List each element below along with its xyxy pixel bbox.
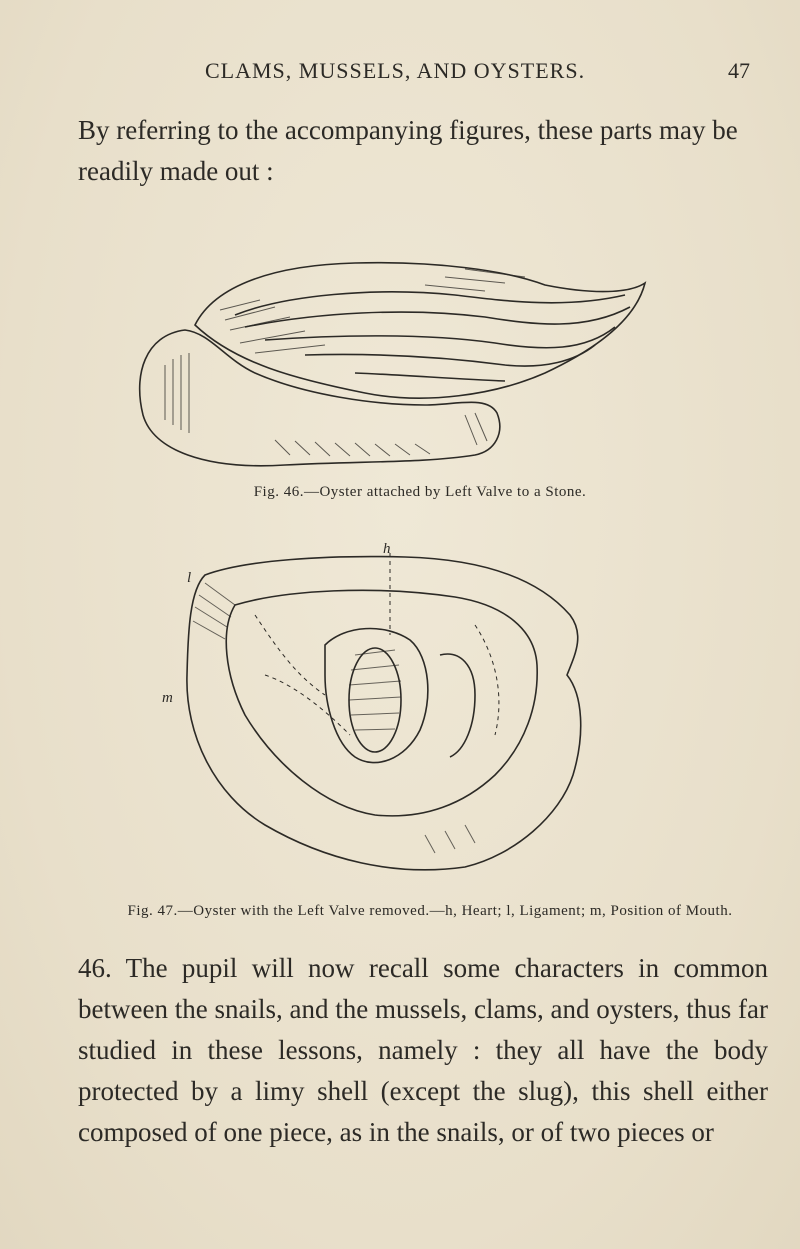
figure-46-oyster-on-stone — [125, 255, 665, 475]
running-title: CLAMS, MUSSELS, AND OYSTERS. — [205, 58, 586, 83]
figure-47-oyster-open — [175, 535, 615, 880]
figure-46-caption: Fig. 46.—Oyster attached by Left Valve to a Stone. — [253, 484, 587, 500]
figure-47-caption: Fig. 47.—Oyster with the Left Valve removed.—h, Heart; l, Ligament; m, Position of Mouth. — [127, 903, 733, 919]
page-header — [180, 58, 750, 88]
mantle-outline — [226, 590, 537, 816]
label-m: m — [162, 690, 173, 706]
label-l: l — [187, 570, 192, 586]
label-h: h — [383, 541, 391, 557]
paragraph-46: 46. The pupil will now recall some characters in common between the snails, and the mussels, clams, and oysters, thus far studied in these lessons, namely : they all have the body protected by a limy shell (except the slug), this shell either composed of one piece, as in the snails, or of two pieces or — [78, 953, 768, 1147]
stone-outline — [140, 330, 500, 466]
page-number: 47 — [728, 58, 750, 83]
intro-paragraph: By referring to the accompanying figures, these parts may be readily made out : — [78, 115, 738, 186]
shell-upper-valve — [195, 263, 645, 398]
